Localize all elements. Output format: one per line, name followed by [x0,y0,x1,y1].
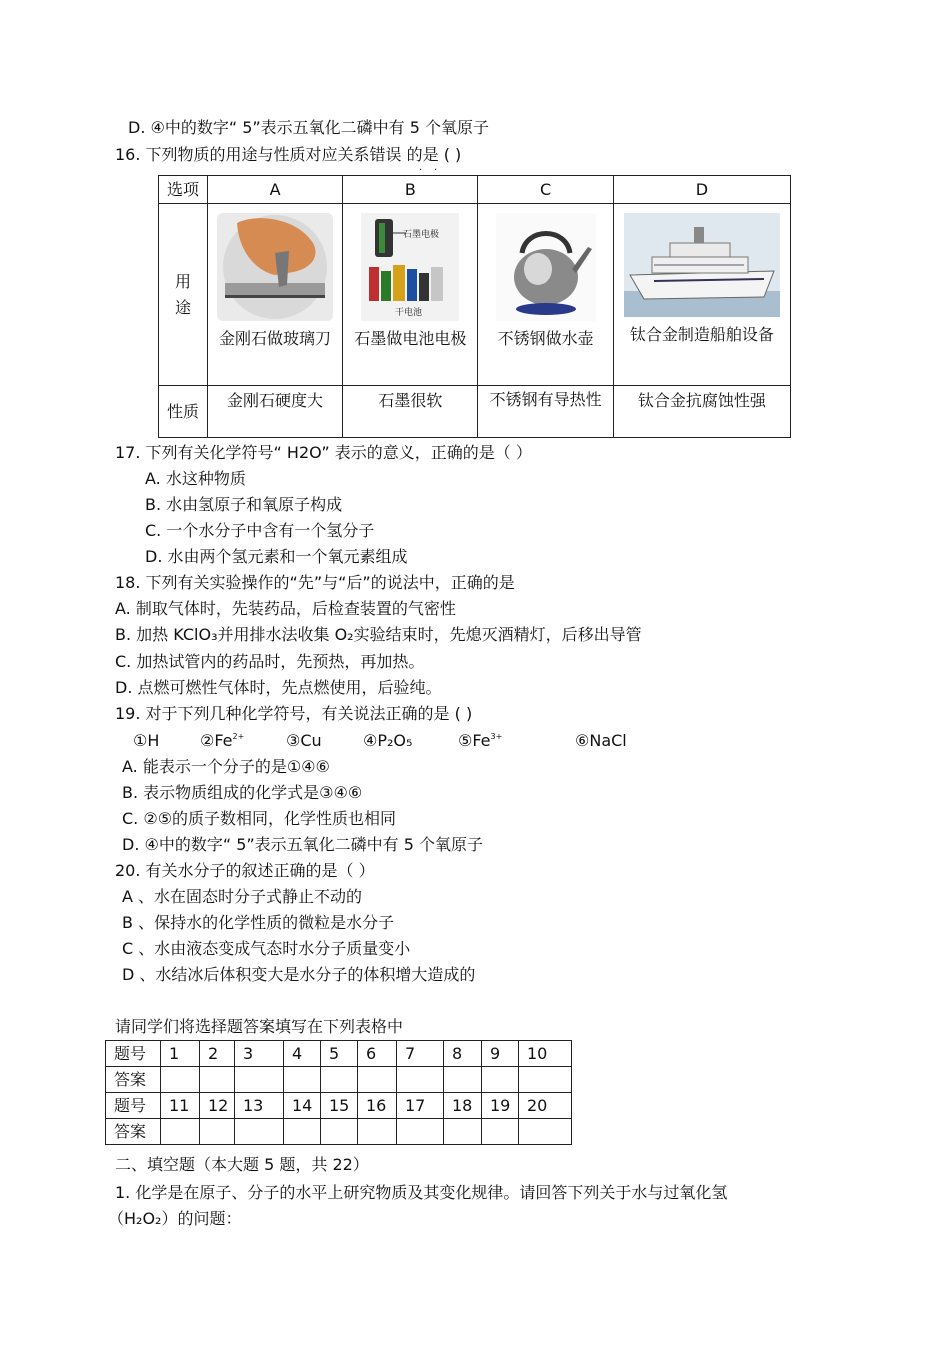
use-text-a: 金刚石做玻璃刀 [219,329,332,348]
answer-blank[interactable] [397,1067,444,1093]
table-cell: 2 [200,1041,235,1067]
answer-blank[interactable] [321,1119,358,1145]
q19-option-b: B. 表示物质组成的化学式是③④⑥ [122,783,363,802]
q19-option-c: C. ②⑤的质子数相同，化学性质也相同 [122,809,397,828]
q16-stem: 16. 下列物质的用途与性质对应关系错误 的是 ( ) [115,145,462,164]
answer-blank[interactable] [358,1119,397,1145]
use-cell-a [207,204,342,386]
q18-stem: 18. 下列有关实验操作的“先”与“后”的说法中，正确的是 [115,573,515,592]
answer-blank[interactable] [200,1119,235,1145]
table-cell: 16 [358,1093,397,1119]
answer-blank[interactable] [519,1119,572,1145]
svg-text:石墨电极: 石墨电极 [403,230,440,240]
table-cell: 18 [444,1093,482,1119]
table-header: A [207,176,342,204]
q20-option-b: B 、保持水的化学性质的微粒是水分子 [122,913,395,932]
answer-blank[interactable] [482,1119,519,1145]
q17-option-d: D. 水由两个氢元素和一个氧元素组成 [145,547,408,566]
answer-blank[interactable] [284,1119,321,1145]
property-cell-d: 钛合金抗腐蚀性强 [613,386,790,438]
table-header: B [343,176,478,204]
table-header: C [478,176,613,204]
emphasis-dot: . [419,162,423,173]
table-cell: 1 [161,1041,200,1067]
table-cell: 14 [284,1093,321,1119]
q19-symbol-5: $⑤Fe^{3+}$ [458,731,503,750]
use-cell-b [343,204,478,386]
answer-blank[interactable] [235,1119,284,1145]
answer-blank[interactable] [444,1119,482,1145]
answer-blank[interactable] [397,1119,444,1145]
answer-blank[interactable] [358,1067,397,1093]
answer-table [105,1040,572,1145]
table-cell: 答案 [106,1119,161,1145]
answer-blank[interactable] [284,1067,321,1093]
q19-symbol-6: ⑥NaCl [575,731,627,750]
q19-symbol-1: ①H [133,731,160,750]
battery-image [352,213,468,321]
table-cell: 11 [161,1093,200,1119]
fill-q1-stem: 1. 化学是在原子、分子的水平上研究物质及其变化规律。请回答下列关于水与过氧化氢 [115,1183,728,1202]
use-row-label: 用途 [159,204,208,386]
table-cell: 题号 [106,1041,161,1067]
table-cell: 8 [444,1041,482,1067]
q17-option-a: A. 水这种物质 [145,469,246,488]
table-cell: 6 [358,1041,397,1067]
answer-blank[interactable] [200,1067,235,1093]
table-cell: 10 [519,1041,572,1067]
q19-option-d: D. ④中的数字“ 5”表示五氧化二磷中有 5 个氧原子 [122,835,484,854]
table-cell: 答案 [106,1067,161,1093]
table-cell: 15 [321,1093,358,1119]
q20-stem: 20. 有关水分子的叙述正确的是（ ） [115,861,375,880]
use-cell-d [613,204,790,386]
table-header: D [613,176,790,204]
q20-option-a: A 、水在固态时分子式静止不动的 [122,887,363,906]
q19-symbol-2: $②Fe^{2+}$ [200,731,245,750]
q18-option-d: D. 点燃可燃性气体时，先点燃使用，后验纯。 [115,678,442,697]
ship-image [624,213,780,317]
table-cell: 20 [519,1093,572,1119]
q20-option-d: D 、水结冰后体积变大是水分子的体积增大造成的 [122,965,476,984]
q18-option-b: B. 加热 KClO₃并用排水法收集 O₂实验结束时，先熄灭酒精灯，后移出导管 [115,625,642,644]
answer-blank[interactable] [444,1067,482,1093]
table-cell: 题号 [106,1093,161,1119]
fill-q1-stem-cont: （H₂O₂）的问题： [108,1209,242,1228]
answer-blank[interactable] [161,1067,200,1093]
property-row-label: 性质 [159,386,208,438]
answer-blank[interactable] [519,1067,572,1093]
q16-table [158,175,791,438]
property-cell-a: 金刚石硬度大 [207,386,342,438]
table-cell: 12 [200,1093,235,1119]
emphasis-dot: . [434,162,438,173]
table-cell: 19 [482,1093,519,1119]
table-cell: 17 [397,1093,444,1119]
table-header: 选项 [159,176,208,204]
diamond-cutter-image [217,213,333,321]
q17-stem: 17. 下列有关化学符号“ H2O” 表示的意义，正确的是（ ） [115,443,532,462]
table-cell: 7 [397,1041,444,1067]
use-text-d: 钛合金制造船舶设备 [629,325,774,344]
q17-option-c: C. 一个水分子中含有一个氢分子 [145,521,375,540]
table-cell: 3 [235,1041,284,1067]
q19-stem: 19. 对于下列几种化学符号，有关说法正确的是 ( ) [115,704,473,723]
table-cell: 9 [482,1041,519,1067]
answer-blank[interactable] [161,1119,200,1145]
answer-blank[interactable] [482,1067,519,1093]
property-cell-b: 石墨很软 [343,386,478,438]
q18-option-a: A. 制取气体时，先装药品，后检查装置的气密性 [115,599,456,618]
q17-option-b: B. 水由氢原子和氧原子构成 [145,495,343,514]
table-cell: 5 [321,1041,358,1067]
kettle-image [488,213,604,321]
property-cell-c: 不锈钢有导热性 [478,386,613,438]
use-text-b: 石墨做电池电极 [354,329,467,348]
table-cell: 13 [235,1093,284,1119]
answer-prompt: 请同学们将选择题答案填写在下列表格中 [115,1017,404,1036]
q19-symbol-3: ③Cu [286,731,322,750]
use-text-c: 不锈钢做水壶 [497,329,594,348]
section-heading: 二、填空题（本大题 5 题，共 22） [115,1155,369,1174]
answer-blank[interactable] [235,1067,284,1093]
q19-option-a: A. 能表示一个分子的是①④⑥ [122,757,330,776]
q20-option-c: C 、水由液态变成气态时水分子质量变小 [122,939,411,958]
q15-option-d: D. ④中的数字“ 5”表示五氧化二磷中有 5 个氧原子 [128,118,490,137]
q19-symbol-4: ④P₂O₅ [363,731,413,750]
use-cell-c [478,204,613,386]
q18-option-c: C. 加热试管内的药品时，先预热，再加热。 [115,652,425,671]
table-cell: 4 [284,1041,321,1067]
svg-text:干电池: 干电池 [395,308,423,318]
answer-blank[interactable] [321,1067,358,1093]
